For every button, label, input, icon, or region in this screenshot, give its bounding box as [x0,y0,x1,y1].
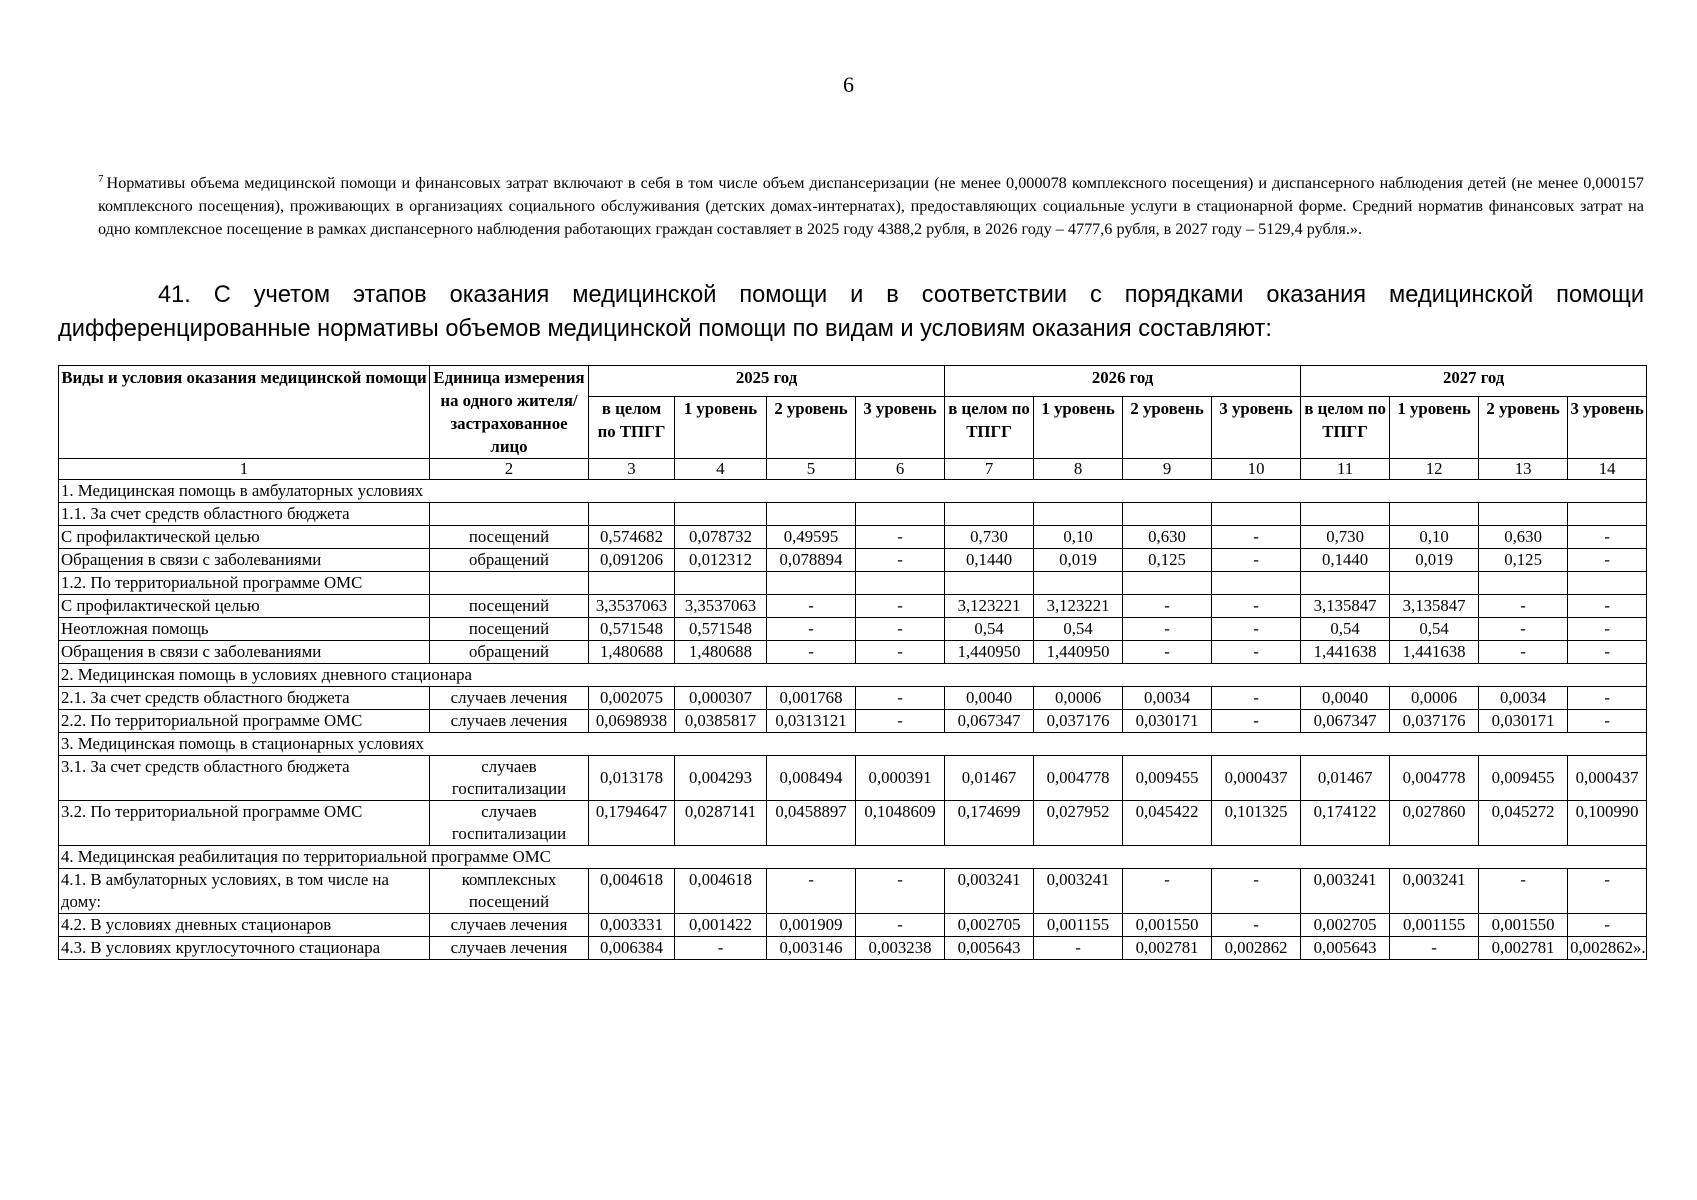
footnote [58,172,1644,241]
value-cell: 0,027952 [1034,801,1123,846]
header-level-2: 2 уровень [1123,397,1212,459]
value-cell: 0,019 [1034,549,1123,572]
column-number-cell: 8 [1034,459,1123,480]
row-label: С профилактической целью [59,526,430,549]
value-cell: 0,001422 [675,914,767,937]
value-cell: 0,027860 [1390,801,1479,846]
value-cell: 0,012312 [675,549,767,572]
row-label: Обращения в связи с заболеваниями [59,549,430,572]
value-cell [1212,572,1301,595]
value-cell: - [856,710,945,733]
table-row [59,503,1647,526]
value-cell: 0,003331 [589,914,675,937]
value-cell: 0,0313121 [767,710,856,733]
value-cell: 3,123221 [1034,595,1123,618]
value-cell: 0,005643 [945,937,1034,960]
value-cell [1123,572,1212,595]
value-cell: - [1212,595,1301,618]
value-cell: 0,030171 [1479,710,1568,733]
column-number-cell: 10 [1212,459,1301,480]
value-cell: 0,002781 [1479,937,1568,960]
value-cell: 0,571548 [589,618,675,641]
value-cell: 0,730 [945,526,1034,549]
header-level-2: 2 уровень [1479,397,1568,459]
value-cell [1301,572,1390,595]
header-kind: Виды и условия оказания медицинской помощи [59,366,430,459]
column-number-cell: 11 [1301,459,1390,480]
value-cell: - [1212,869,1301,914]
value-cell: 0,002705 [1301,914,1390,937]
value-cell: 0,067347 [945,710,1034,733]
value-cell: 0,1440 [945,549,1034,572]
row-label: 2.2. По территориальной программе ОМС [59,710,430,733]
column-number-cell: 9 [1123,459,1212,480]
value-cell [1301,503,1390,526]
table-row [59,687,1647,710]
value-cell: 0,003241 [1301,869,1390,914]
value-cell: 0,001155 [1390,914,1479,937]
value-cell [856,572,945,595]
value-cell: 0,004618 [675,869,767,914]
paragraph-41 [58,278,1644,346]
value-cell: 0,003241 [1390,869,1479,914]
row-label: 4.2. В условиях дневных стационаров [59,914,430,937]
row-label: 1.2. По территориальной программе ОМС [59,572,430,595]
row-unit: посещений [430,618,589,641]
value-cell: - [1479,869,1568,914]
column-number-cell: 3 [589,459,675,480]
value-cell [1479,503,1568,526]
value-cell: 0,004293 [675,756,767,801]
value-cell: - [856,526,945,549]
value-cell: 0,000437 [1568,756,1647,801]
value-cell: 0,10 [1034,526,1123,549]
header-level-1: 1 уровень [1034,397,1123,459]
value-cell: 0,54 [1034,618,1123,641]
table-row [59,914,1647,937]
page-number: 6 [843,72,854,97]
value-cell: - [1212,914,1301,937]
value-cell [1568,503,1647,526]
value-cell: - [1568,526,1647,549]
table-row [59,549,1647,572]
table-row [59,641,1647,664]
value-cell: - [1568,595,1647,618]
value-cell [945,572,1034,595]
value-cell: - [1212,687,1301,710]
value-cell: 0,0287141 [675,801,767,846]
value-cell [1212,503,1301,526]
value-cell: - [856,595,945,618]
value-cell: 0,571548 [675,618,767,641]
header-level-1: 1 уровень [1390,397,1479,459]
column-number-cell: 1 [59,459,430,480]
table-body [59,459,1647,960]
value-cell: 3,3537063 [675,595,767,618]
value-cell: 0,000307 [675,687,767,710]
header-level-2: 2 уровень [767,397,856,459]
header-total: в целом по ТПГГ [1301,397,1390,459]
value-cell: 0,174699 [945,801,1034,846]
value-cell: 1,480688 [589,641,675,664]
column-number-cell: 4 [675,459,767,480]
row-unit: посещений [430,526,589,549]
value-cell: 0,003238 [856,937,945,960]
row-label: 2.1. За счет средств областного бюджета [59,687,430,710]
header-row-years [59,366,1647,397]
value-cell: - [767,595,856,618]
value-cell: 0,0040 [945,687,1034,710]
section-row [59,480,1647,503]
value-cell: 0,125 [1479,549,1568,572]
value-cell [767,503,856,526]
value-cell: 0,037176 [1390,710,1479,733]
section-row [59,733,1647,756]
value-cell: 0,030171 [1123,710,1212,733]
value-cell: 0,002705 [945,914,1034,937]
value-cell: 0,574682 [589,526,675,549]
value-cell: 1,440950 [1034,641,1123,664]
value-cell: - [856,869,945,914]
value-cell: 0,067347 [1301,710,1390,733]
value-cell: - [1212,641,1301,664]
value-cell: 0,045422 [1123,801,1212,846]
value-cell: - [767,618,856,641]
column-number-cell: 14 [1568,459,1647,480]
header-year-2027: 2027 год [1301,366,1647,397]
value-cell: 0,003241 [1034,869,1123,914]
value-cell: - [1034,937,1123,960]
column-number-cell: 6 [856,459,945,480]
row-unit [430,572,589,595]
header-level-1: 1 уровень [675,397,767,459]
row-label: Неотложная помощь [59,618,430,641]
value-cell: 0,0698938 [589,710,675,733]
value-cell: 0,1048609 [856,801,945,846]
value-cell: 0,125 [1123,549,1212,572]
section-row [59,846,1647,869]
value-cell [1123,503,1212,526]
value-cell: 0,54 [1390,618,1479,641]
value-cell: - [856,549,945,572]
section-row [59,664,1647,687]
value-cell: - [1568,710,1647,733]
row-label: 4.3. В условиях круглосуточного стационара [59,937,430,960]
value-cell: - [1568,641,1647,664]
value-cell: 0,730 [1301,526,1390,549]
value-cell: 0,174122 [1301,801,1390,846]
value-cell: 0,006384 [589,937,675,960]
value-cell: 0,013178 [589,756,675,801]
value-cell: 0,003146 [767,937,856,960]
value-cell: 0,001550 [1479,914,1568,937]
value-cell: - [856,687,945,710]
value-cell: - [1568,687,1647,710]
row-unit: комплексных посещений [430,869,589,914]
value-cell: - [1212,618,1301,641]
table-row [59,801,1647,846]
value-cell: 0,078894 [767,549,856,572]
value-cell [1390,572,1479,595]
value-cell: 0,49595 [767,526,856,549]
value-cell: - [1212,526,1301,549]
table-row [59,756,1647,801]
value-cell: 0,0006 [1034,687,1123,710]
value-cell: 0,002781 [1123,937,1212,960]
value-cell: - [1123,641,1212,664]
value-cell: 0,037176 [1034,710,1123,733]
row-unit: обращений [430,549,589,572]
value-cell: 0,000437 [1212,756,1301,801]
value-cell: 0,091206 [589,549,675,572]
value-cell: 0,0458897 [767,801,856,846]
row-unit: случаев лечения [430,937,589,960]
row-label: 3.2. По территориальной программе ОМС [59,801,430,846]
row-unit: посещений [430,595,589,618]
table-row [59,618,1647,641]
volume-norms-table [58,365,1647,960]
value-cell: - [1568,914,1647,937]
value-cell: - [1479,595,1568,618]
value-cell: 0,0034 [1479,687,1568,710]
value-cell: 0,002862». [1568,937,1647,960]
value-cell: 3,123221 [945,595,1034,618]
value-cell [589,503,675,526]
value-cell: 0,0006 [1390,687,1479,710]
value-cell: 0,045272 [1479,801,1568,846]
row-unit: случаев госпитализации [430,756,589,801]
value-cell [945,503,1034,526]
value-cell [1479,572,1568,595]
value-cell: 3,3537063 [589,595,675,618]
section-title: 4. Медицинская реабилитация по территориальной программе ОМС [59,846,1647,869]
value-cell: 0,004618 [589,869,675,914]
value-cell: - [767,869,856,914]
column-number-cell: 7 [945,459,1034,480]
header-year-2025: 2025 год [589,366,945,397]
value-cell: 1,440950 [945,641,1034,664]
value-cell: 0,001768 [767,687,856,710]
value-cell: - [1123,618,1212,641]
row-unit [430,503,589,526]
row-unit: случаев лечения [430,710,589,733]
column-number-cell: 2 [430,459,589,480]
table-row [59,526,1647,549]
value-cell: 0,003241 [945,869,1034,914]
table-row [59,937,1647,960]
value-cell [589,572,675,595]
value-cell: - [1479,618,1568,641]
value-cell: 0,001550 [1123,914,1212,937]
footnote-marker: 7 [98,173,104,185]
value-cell: 0,004778 [1034,756,1123,801]
row-label: 4.1. В амбулаторных условиях, в том числе на дому: [59,869,430,914]
value-cell: 0,1440 [1301,549,1390,572]
value-cell: 0,630 [1123,526,1212,549]
value-cell [856,503,945,526]
value-cell: 0,009455 [1479,756,1568,801]
column-number-cell: 12 [1390,459,1479,480]
value-cell: - [1123,869,1212,914]
value-cell: 0,002862 [1212,937,1301,960]
value-cell [767,572,856,595]
table-row [59,869,1647,914]
value-cell: - [1123,595,1212,618]
value-cell: 0,005643 [1301,937,1390,960]
section-title: 2. Медицинская помощь в условиях дневного стационара [59,664,1647,687]
value-cell: 0,000391 [856,756,945,801]
header-level-3: 3 уровень [1568,397,1647,459]
value-cell [1034,572,1123,595]
header-year-2026: 2026 год [945,366,1301,397]
value-cell: - [856,641,945,664]
value-cell: 0,101325 [1212,801,1301,846]
value-cell: 0,1794647 [589,801,675,846]
value-cell: 0,008494 [767,756,856,801]
value-cell: - [856,914,945,937]
table-row [59,595,1647,618]
value-cell: 0,54 [945,618,1034,641]
paragraph-text: 41. С учетом этапов оказания медицинской помощи и в соответствии с порядками оказания медицинской помощи дифференцированные нормативы объемов медицинской помощи по видам и условиям оказания составляют: [58,282,1644,342]
column-number-cell: 5 [767,459,856,480]
value-cell: - [767,641,856,664]
row-label: Обращения в связи с заболеваниями [59,641,430,664]
row-unit: случаев лечения [430,914,589,937]
header-level-3: 3 уровень [1212,397,1301,459]
value-cell: - [1212,710,1301,733]
value-cell: 3,135847 [1301,595,1390,618]
header-total: в целом по ТПГГ [589,397,675,459]
value-cell: 0,100990 [1568,801,1647,846]
header-total: в целом по ТПГГ [945,397,1034,459]
value-cell [675,503,767,526]
value-cell: 0,630 [1479,526,1568,549]
header-level-3: 3 уровень [856,397,945,459]
row-label: 1.1. За счет средств областного бюджета [59,503,430,526]
value-cell: 0,004778 [1390,756,1479,801]
section-title: 3. Медицинская помощь в стационарных условиях [59,733,1647,756]
value-cell [1568,572,1647,595]
value-cell: 0,009455 [1123,756,1212,801]
row-label: 3.1. За счет средств областного бюджета [59,756,430,801]
footnote-text: Нормативы объема медицинской помощи и финансовых затрат включают в себя в том числе объем диспансеризации (не менее 0,000078 комплексного посещения) и диспансерного наблюдения детей (не менее 0,000157 комплексного посещения), проживающих в организациях социального обслуживания (детских домах-интернатах), предоставляющих социальные услуги в стационарной форме. Средний норматив финансовых затрат на одно комплексное посещение в рамках диспансерного наблюдения работающих граждан составляет в 2025 году 4388,2 рубля, в 2026 году – 4777,6 рубля, в 2027 году – 5129,4 рубля.». [98,174,1644,238]
column-number-cell: 13 [1479,459,1568,480]
value-cell: 3,135847 [1390,595,1479,618]
value-cell: - [1479,641,1568,664]
table-row [59,572,1647,595]
row-label: С профилактической целью [59,595,430,618]
row-unit: случаев лечения [430,687,589,710]
value-cell: 0,10 [1390,526,1479,549]
value-cell: 0,01467 [945,756,1034,801]
row-unit: обращений [430,641,589,664]
value-cell: 0,0040 [1301,687,1390,710]
value-cell: - [1212,549,1301,572]
value-cell: 0,54 [1301,618,1390,641]
row-unit: случаев госпитализации [430,801,589,846]
header-unit: Единица измерения на одного жителя/ застрахованное лицо [430,366,589,459]
table-row [59,710,1647,733]
value-cell: 0,078732 [675,526,767,549]
value-cell [675,572,767,595]
value-cell: - [1568,869,1647,914]
value-cell: 0,019 [1390,549,1479,572]
section-title: 1. Медицинская помощь в амбулаторных условиях [59,480,1647,503]
value-cell: - [856,618,945,641]
value-cell: 1,441638 [1301,641,1390,664]
value-cell: 1,480688 [675,641,767,664]
value-cell: 0,002075 [589,687,675,710]
value-cell: 0,0034 [1123,687,1212,710]
value-cell: - [1568,618,1647,641]
value-cell: 0,001155 [1034,914,1123,937]
value-cell [1390,503,1479,526]
value-cell: 1,441638 [1390,641,1479,664]
value-cell: - [1568,549,1647,572]
value-cell: 0,01467 [1301,756,1390,801]
value-cell: - [1390,937,1479,960]
value-cell [1034,503,1123,526]
value-cell: 0,001909 [767,914,856,937]
column-numbers-row [59,459,1647,480]
value-cell: - [675,937,767,960]
value-cell: 0,0385817 [675,710,767,733]
